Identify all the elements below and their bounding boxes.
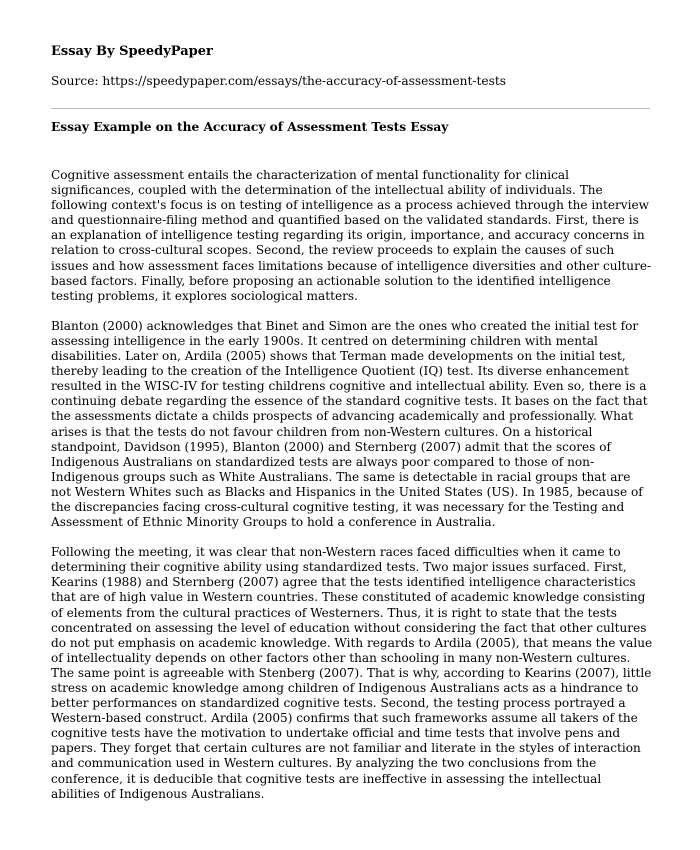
essay-body [51,168,653,817]
paragraph-1: Cognitive assessment entails the characterization of mental functionality for clinical significances, coupled with the determination of the intellectual ability of individuals. The following context's focus is on testing of intelligence as a process achieved through the interview and questionnaire-filing method and quantified based on the validated standards. First, there is an explanation of intelligence testing regarding its origin, importance, and accuracy concerns in relation to cross-cultural scopes. Second, the review proceeds to explain the causes of such issues and how assessment faces limitations because of intelligence diversities and other culture-based factors. Finally, before proposing an actionable solution to the identified intelligence testing problems, it explores sociological matters. [51,168,652,303]
source-line: Source: https://speedypaper.com/essays/the-accuracy-of-assessment-tests [51,74,507,88]
essay-title: Essay Example on the Accuracy of Assessment Tests Essay [51,120,449,134]
paragraph-3: Following the meeting, it was clear that non-Western races faced difficulties when it came to determining their cognitive ability using standardized tests. Two major issues surfaced. First, Kearins (1988) and Sternberg (2007) agree that the tests identified intelligence characteristics that are of high value in Western countries. These constituted of academic knowledge consisting of elements from the cultural practices of Westerners. Thus, it is right to state that the tests concentrated on assessing the level of education without considering the fact that other cultures do not put emphasis on academic knowledge. With regards to Ardila (2005), that means the value of intellectuality depends on other factors other than schooling in many non-Western cultures. The same point is agreeable with Stenberg (2007). That is why, according to Kearins (2007), little stress on academic knowledge among children of Indigenous Australians acts as a hindrance to better performances on standardized cognitive tests. Second, the testing process portrayed a Western-based construct. Ardila (2005) confirms that such frameworks assume all takers of the cognitive tests have the motivation to undertake official and time tests that involve pens and papers. They forget that certain cultures are not familiar and literate in the styles of interaction and communication used in Western cultures. By analyzing the two conclusions from the conference, it is deducible that cognitive tests are ineffective in assessing the intellectual abilities of Indigenous Australians. [51,545,653,801]
header-divider [51,108,650,109]
essay-brand-heading: Essay By SpeedyPaper [51,44,213,59]
paragraph-2: Blanton (2000) acknowledges that Binet and Simon are the ones who created the initial test for assessing intelligence in the early 1900s. It centred on determining children with mental disabilities. Later on, Ardila (2005) shows that Terman made developments on the initial test, thereby leading to the creation of the Intelligence Quotient (IQ) test. Its diverse enhancement resulted in the WISC-IV for testing childrens cognitive and intellectual ability. Even so, there is a continuing debate regarding the essence of the standard cognitive tests. It bases on the fact that the assessments dictate a childs prospects of advancing academically and professionally. What arises is that the tests do not favour children from non-Western cultures. On a historical standpoint, Davidson (1995), Blanton (2000) and Sternberg (2007) admit that the scores of Indigenous Australians on standardized tests are always poor compared to those of non-Indigenous groups such as White Australians. The same is detectable in racial groups that are not Western Whites such as Blacks and Hispanics in the United States (US). In 1985, because of the discrepancies facing cross-cultural cognitive testing, it was necessary for the Testing and Assessment of Ethnic Minority Groups to hold a conference in Australia. [51,318,648,530]
